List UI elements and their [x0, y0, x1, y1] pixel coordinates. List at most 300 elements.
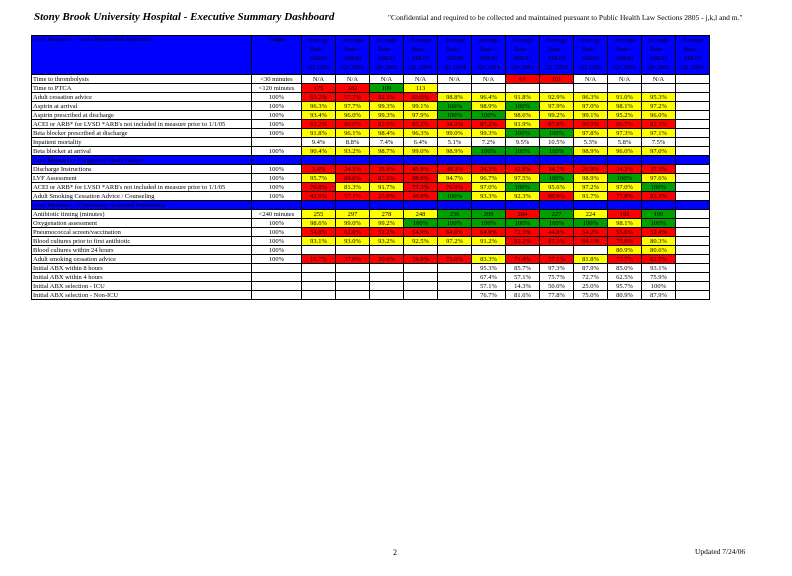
rate-cell: 99.2% — [540, 111, 574, 120]
rate-cell: 51.2% — [370, 228, 404, 237]
rate-cell: 9.4% — [302, 138, 336, 147]
rate-cell: 100% — [506, 219, 540, 228]
period-label: Q3 2005 — [613, 64, 636, 71]
rate-cell: 37.0% — [336, 255, 370, 264]
rate-cell: 255 — [302, 210, 336, 219]
table-row — [32, 219, 710, 228]
rate-cell: 55.0% — [608, 228, 642, 237]
rate-cell: 96.3% — [574, 93, 608, 102]
period-label: Q4 2004 — [511, 64, 534, 71]
target-value: <120 minutes — [252, 84, 302, 93]
rate-cell: 224 — [574, 210, 608, 219]
target-value: 100% — [252, 147, 302, 156]
rate-cell: 7.5% — [642, 138, 676, 147]
target-value: 100% — [252, 183, 302, 192]
period-header-line: Rate – — [514, 46, 531, 53]
rate-cell — [438, 246, 472, 255]
rate-cell: 33.8% — [370, 165, 404, 174]
rate-cell — [302, 273, 336, 282]
rate-cell — [404, 291, 438, 300]
rate-cell — [472, 246, 506, 255]
rate-cell: 96.0% — [336, 111, 370, 120]
section-fill — [252, 156, 302, 165]
rate-cell: 97.2% — [438, 237, 472, 246]
period-header — [642, 36, 676, 75]
rate-cell — [336, 246, 370, 255]
rate-cell — [676, 264, 710, 273]
rate-cell — [676, 246, 710, 255]
target-value — [252, 291, 302, 300]
rate-cell: 37.3% — [642, 165, 676, 174]
rate-cell: 100% — [472, 219, 506, 228]
rate-cell: 76.7% — [472, 291, 506, 300]
rate-cell: 100% — [540, 129, 574, 138]
rate-cell: 97.0% — [574, 102, 608, 111]
rate-cell: 3.4% — [302, 165, 336, 174]
section-fill — [574, 201, 608, 210]
period-label: Q1 2004 — [409, 64, 432, 71]
rate-cell — [676, 273, 710, 282]
rate-cell: 82.3% — [642, 120, 676, 129]
rate-cell: 34.7% — [540, 165, 574, 174]
target-value: <30 minutes — [252, 75, 302, 84]
rate-cell: 83.0% — [404, 93, 438, 102]
section-row — [32, 156, 710, 165]
rate-cell — [676, 165, 710, 174]
rate-cell: N/A — [574, 75, 608, 84]
period-header-line: SBUH — [649, 55, 668, 62]
target-value: 100% — [252, 93, 302, 102]
rate-cell: 100% — [438, 111, 472, 120]
rate-cell: 8.8% — [336, 138, 370, 147]
period-header-line: Average — [341, 37, 364, 44]
rate-cell — [676, 120, 710, 129]
rate-cell: 54.8% — [302, 228, 336, 237]
rate-cell — [676, 102, 710, 111]
rate-cell: 90.4% — [302, 147, 336, 156]
rate-cell: 77.8% — [608, 192, 642, 201]
rate-cell: 40.0% — [404, 192, 438, 201]
table-row — [32, 228, 710, 237]
rate-cell: 75.7% — [540, 273, 574, 282]
section-fill — [642, 156, 676, 165]
rate-cell: 57.1% — [540, 255, 574, 264]
rate-cell — [676, 147, 710, 156]
rate-cell — [642, 84, 676, 93]
rate-cell: 87.8% — [540, 120, 574, 129]
rate-cell — [404, 264, 438, 273]
table-row — [32, 147, 710, 156]
period-header-line: Rate – — [446, 46, 463, 53]
table-row — [32, 246, 710, 255]
rate-cell: 80.9% — [608, 246, 642, 255]
rate-cell: 99.0% — [336, 219, 370, 228]
rate-cell: 100% — [472, 111, 506, 120]
confidentiality-notice: "Confidential and required to be collected and maintained pursuant to Public Health Law Sections 2805 - j,k,l and m." — [388, 13, 743, 22]
period-header-line: Rate – — [650, 46, 667, 53]
target-value: 100% — [252, 228, 302, 237]
rate-cell — [574, 84, 608, 93]
rate-cell: 83.3% — [642, 192, 676, 201]
rate-cell: 75.0% — [438, 255, 472, 264]
rate-cell: 175 — [302, 84, 336, 93]
rate-cell: 75.9% — [642, 273, 676, 282]
rate-cell: 91.7% — [574, 192, 608, 201]
rate-cell: 94.3% — [438, 120, 472, 129]
metric-label: Initial ABX selection - Non-ICU — [32, 291, 252, 300]
rate-cell: 100% — [540, 147, 574, 156]
metric-label: Time to PTCA — [32, 84, 252, 93]
rate-cell: 100% — [404, 219, 438, 228]
period-header-line: SBUH — [547, 55, 566, 62]
section-fill — [370, 156, 404, 165]
rate-cell: 96.0% — [642, 111, 676, 120]
rate-cell: 91.8% — [506, 93, 540, 102]
rate-cell: 80.3% — [642, 237, 676, 246]
section-fill — [252, 201, 302, 210]
rate-cell — [676, 138, 710, 147]
rate-cell: 89.6% — [336, 174, 370, 183]
period-header-line: Average — [647, 37, 670, 44]
section-title: Core Measures - Congestive Heart Failure — [32, 156, 252, 165]
rate-cell: 72.7% — [574, 273, 608, 282]
table-row — [32, 102, 710, 111]
period-header-line: Average — [409, 37, 432, 44]
period-header-line: Average — [511, 37, 534, 44]
rate-cell: 98.9% — [438, 147, 472, 156]
rate-cell: 100% — [438, 102, 472, 111]
rate-cell: 192 — [608, 210, 642, 219]
rate-cell: 100% — [540, 219, 574, 228]
rate-cell: 6.4% — [404, 138, 438, 147]
rate-cell — [438, 84, 472, 93]
rate-cell: 40.3% — [438, 165, 472, 174]
rate-cell — [676, 84, 710, 93]
rate-cell: 92.9% — [540, 93, 574, 102]
rate-cell: 95.3% — [642, 93, 676, 102]
period-header-line: Rate – — [412, 46, 429, 53]
dashboard-title: Stony Brook University Hospital - Executive Summary Dashboard — [34, 11, 335, 23]
rate-cell — [676, 183, 710, 192]
rate-cell: 190 — [642, 210, 676, 219]
metric-label: Initial ABX within 4 hours — [32, 273, 252, 282]
rate-cell: 62.5% — [608, 273, 642, 282]
rate-cell: 75.0% — [608, 237, 642, 246]
rate-cell: 98.8% — [438, 93, 472, 102]
rate-cell: 71.4% — [506, 255, 540, 264]
rate-cell — [540, 84, 574, 93]
period-header-line: Average — [681, 37, 704, 44]
period-header-line: Average — [545, 37, 568, 44]
rate-cell: 93.2% — [336, 147, 370, 156]
rate-cell — [302, 264, 336, 273]
period-header-line: Average — [613, 37, 636, 44]
rate-cell: 209 — [472, 210, 506, 219]
section-fill — [676, 156, 710, 165]
rate-cell: 85.7% — [506, 264, 540, 273]
period-header-line: Rate – — [344, 46, 361, 53]
metric-label: Time to thrombolysis — [32, 75, 252, 84]
metric-label: Initial ABX selection - ICU — [32, 282, 252, 291]
rate-cell: 26.8% — [574, 165, 608, 174]
rate-cell: 98.1% — [608, 102, 642, 111]
rate-cell: 97.2% — [642, 102, 676, 111]
rate-cell: 85.0% — [608, 264, 642, 273]
rate-cell: 92.3% — [506, 192, 540, 201]
dashboard-table — [31, 35, 710, 300]
rate-cell: 42.8% — [506, 165, 540, 174]
rate-cell: 67.4% — [472, 273, 506, 282]
rate-cell: 50.0% — [540, 282, 574, 291]
rate-cell — [370, 291, 404, 300]
rate-cell: 80.9% — [608, 291, 642, 300]
target-value: 100% — [252, 102, 302, 111]
rate-cell: 91.9% — [506, 120, 540, 129]
rate-cell: 100% — [608, 174, 642, 183]
table-row — [32, 129, 710, 138]
section-fill — [506, 201, 540, 210]
table-row — [32, 174, 710, 183]
rate-cell: N/A — [336, 75, 370, 84]
rate-cell: 182 — [336, 84, 370, 93]
rate-cell: N/A — [404, 75, 438, 84]
period-label: Q2 2005 — [579, 64, 602, 71]
period-header-line: SBUH — [309, 55, 328, 62]
rate-cell — [608, 84, 642, 93]
section-fill — [608, 201, 642, 210]
table-row — [32, 183, 710, 192]
rate-cell: 76.9% — [438, 183, 472, 192]
section-fill — [404, 156, 438, 165]
rate-cell: 24.1% — [336, 165, 370, 174]
period-header-line: Average — [477, 37, 500, 44]
rate-cell: 93.3% — [472, 192, 506, 201]
rate-cell — [540, 246, 574, 255]
rate-cell: 99.3% — [370, 102, 404, 111]
rate-cell: 97.9% — [540, 102, 574, 111]
rate-cell: 83.3% — [472, 255, 506, 264]
rate-cell: 100% — [472, 147, 506, 156]
rate-cell — [336, 282, 370, 291]
rate-cell: 25.0% — [370, 192, 404, 201]
rate-cell: 80.0% — [336, 120, 370, 129]
rate-cell: 73.7% — [608, 255, 642, 264]
metric-label: Inpatient mortality — [32, 138, 252, 147]
rate-cell: 99.3% — [370, 111, 404, 120]
rate-cell: 96.1% — [336, 129, 370, 138]
rate-cell: 96.0% — [608, 147, 642, 156]
rate-cell: 5.3% — [574, 138, 608, 147]
period-header-line: Rate – — [684, 46, 701, 53]
target-value: 100% — [252, 111, 302, 120]
rate-cell: 94.7% — [438, 174, 472, 183]
rate-cell: 44.8% — [540, 228, 574, 237]
rate-cell — [676, 129, 710, 138]
period-header-line: SBUH — [615, 55, 634, 62]
rate-cell: 14.3% — [506, 282, 540, 291]
rate-cell: 30.0% — [370, 255, 404, 264]
rate-cell: 81.6% — [506, 291, 540, 300]
rate-cell: 52.4% — [642, 228, 676, 237]
section-fill — [404, 201, 438, 210]
rate-cell: 98.9% — [574, 174, 608, 183]
target-value — [252, 273, 302, 282]
rate-cell: 98.9% — [472, 102, 506, 111]
metric-label: Adult smoking cessation advice — [32, 255, 252, 264]
rate-cell: 62.5% — [642, 255, 676, 264]
period-label: Q3 2003 — [341, 64, 364, 71]
section-fill — [370, 201, 404, 210]
metric-label: Discharge Instructions — [32, 165, 252, 174]
period-header-line: Rate – — [480, 46, 497, 53]
table-row — [32, 138, 710, 147]
rate-cell: 64.9% — [472, 228, 506, 237]
rate-cell: 100% — [506, 102, 540, 111]
period-label: Q1 2006 — [681, 64, 704, 71]
rate-cell: 54.2% — [574, 228, 608, 237]
period-header-line: Rate – — [548, 46, 565, 53]
period-header-line: SBUH — [683, 55, 702, 62]
target-value — [252, 138, 302, 147]
period-header — [336, 36, 370, 75]
metric-label: ACEI or ARB* for LVSD *ARB's not included in measure prior to 1/1/05 — [32, 120, 252, 129]
rate-cell — [676, 174, 710, 183]
rate-cell: 7.4% — [370, 138, 404, 147]
rate-cell: 91.8% — [302, 129, 336, 138]
rate-cell — [404, 246, 438, 255]
period-header-line: Average — [579, 37, 602, 44]
rate-cell: 87.3% — [540, 237, 574, 246]
rate-cell: 100% — [506, 129, 540, 138]
rate-cell: 5.1% — [438, 138, 472, 147]
rate-cell — [676, 219, 710, 228]
period-label: Q2 2003 — [307, 64, 330, 71]
rate-cell — [574, 246, 608, 255]
rate-cell: 93.4% — [302, 111, 336, 120]
rate-cell: 90.9% — [574, 120, 608, 129]
rate-cell: 99.0% — [404, 147, 438, 156]
rate-cell: 97.3% — [540, 264, 574, 273]
rate-cell: 91.7% — [370, 183, 404, 192]
metric-label: Blood cultures prior to first antibiotic — [32, 237, 252, 246]
rate-cell: 82.9% — [370, 120, 404, 129]
section-fill — [540, 156, 574, 165]
period-header — [302, 36, 336, 75]
rate-cell — [676, 255, 710, 264]
rate-cell: 96.3% — [302, 102, 336, 111]
section-fill — [438, 156, 472, 165]
rate-cell: 84.1% — [574, 237, 608, 246]
metric-label: ACEI or ARB* for LVSD *ARB's not included in measure prior to 1/1/05 — [32, 183, 252, 192]
rate-cell: 95.2% — [608, 111, 642, 120]
section-fill — [472, 201, 506, 210]
rate-cell — [676, 75, 710, 84]
section-title: Core Measures - Community Acquired Pneumonia — [32, 201, 252, 210]
table-row — [32, 93, 710, 102]
metric-label: Oxygenation assessment — [32, 219, 252, 228]
section-fill — [472, 156, 506, 165]
rate-cell: 100% — [506, 183, 540, 192]
rate-cell: 87.9% — [574, 264, 608, 273]
rate-cell: 64.0% — [438, 228, 472, 237]
rate-cell — [438, 273, 472, 282]
rate-cell — [336, 291, 370, 300]
rate-cell: 85.2% — [404, 120, 438, 129]
rate-cell: 88.8% — [404, 174, 438, 183]
rate-cell: 93.0% — [336, 237, 370, 246]
section-fill — [438, 201, 472, 210]
rate-cell: 5.8% — [608, 138, 642, 147]
rate-cell: 97.0% — [642, 147, 676, 156]
rate-cell — [676, 192, 710, 201]
rate-cell — [370, 264, 404, 273]
rate-cell — [370, 282, 404, 291]
rate-cell: 81.3% — [336, 183, 370, 192]
rate-cell: 91.2% — [472, 237, 506, 246]
metric-label: Adult Smoking Cessation Advice / Counseling — [32, 192, 252, 201]
period-header — [404, 36, 438, 75]
rate-cell: 278 — [370, 210, 404, 219]
period-header — [370, 36, 404, 75]
rate-cell: 161 — [540, 75, 574, 84]
rate-cell: 45.9% — [404, 165, 438, 174]
rate-cell — [676, 210, 710, 219]
target-value — [252, 264, 302, 273]
rate-cell: 34.2% — [608, 165, 642, 174]
rate-cell: 97.7% — [336, 102, 370, 111]
rate-cell: 98.4% — [370, 129, 404, 138]
rate-cell: 284 — [506, 210, 540, 219]
period-header-line: SBUH — [411, 55, 430, 62]
rate-cell: 38.0% — [404, 255, 438, 264]
metric-label: Pneumococcal screen/vaccination — [32, 228, 252, 237]
rate-cell: 97.0% — [608, 183, 642, 192]
period-label: Q2 2004 — [443, 64, 466, 71]
rate-cell — [438, 291, 472, 300]
period-header-line: Rate – — [582, 46, 599, 53]
rate-cell: 57.1% — [472, 282, 506, 291]
rate-cell: 80.6% — [642, 246, 676, 255]
rate-cell: 100% — [506, 147, 540, 156]
rate-cell: 63.2% — [302, 120, 336, 129]
period-header-line: SBUH — [377, 55, 396, 62]
period-header-line: Rate – — [616, 46, 633, 53]
rate-cell — [302, 282, 336, 291]
rate-cell: 81.8% — [574, 255, 608, 264]
section-fill — [574, 156, 608, 165]
rate-cell: 99.1% — [574, 111, 608, 120]
table-row — [32, 165, 710, 174]
rate-cell — [676, 228, 710, 237]
target-value: 100% — [252, 192, 302, 201]
rate-cell: 95.7% — [302, 174, 336, 183]
rate-cell: 99.3% — [472, 129, 506, 138]
rate-cell: 57.1% — [336, 192, 370, 201]
rate-cell: 95.7% — [608, 282, 642, 291]
target-value — [252, 282, 302, 291]
rate-cell: 75.0% — [574, 291, 608, 300]
target-value: 100% — [252, 219, 302, 228]
rate-cell: 25.0% — [574, 282, 608, 291]
rate-cell — [336, 273, 370, 282]
metric-label: Adult cessation advice — [32, 93, 252, 102]
target-value: 100% — [252, 174, 302, 183]
rate-cell: 9.5% — [506, 138, 540, 147]
rate-cell: 93.1% — [302, 237, 336, 246]
target-value: 100% — [252, 165, 302, 174]
rate-cell: 96.7% — [472, 174, 506, 183]
rate-cell — [676, 282, 710, 291]
